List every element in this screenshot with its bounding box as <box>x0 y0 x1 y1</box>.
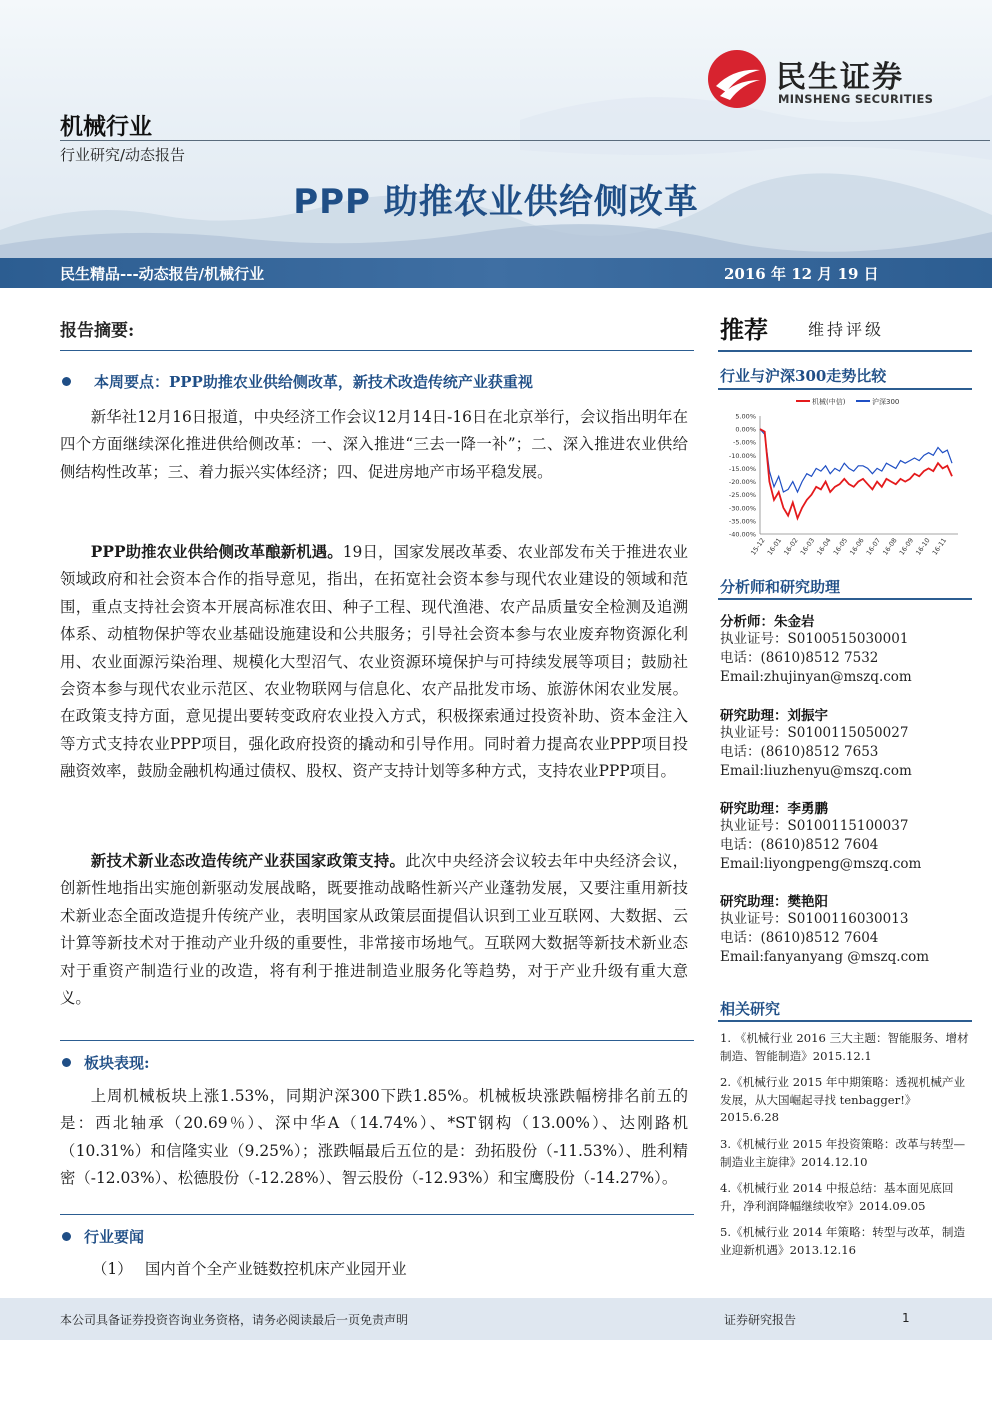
logo-emblem-icon <box>706 48 768 110</box>
x-tick-label: 16-02 <box>782 536 800 557</box>
header-divider <box>60 140 990 141</box>
analyst-4-cert: 执业证号：S0100116030013 <box>720 911 909 927</box>
logo-english-name: MINSHENG SECURITIES <box>778 92 934 106</box>
analyst-3-name: 研究助理：李勇鹏 <box>720 801 828 817</box>
analyst-1-cert: 执业证号：S0100515030001 <box>720 631 909 647</box>
sector-performance-heading: 板块表现: <box>84 1054 150 1072</box>
rating-label: 推荐 <box>720 315 768 344</box>
related-item-1[interactable]: 1. 《机械行业 2016 三大主题：智能服务、增材制造、智能制造》2015.12.1 <box>720 1031 969 1063</box>
x-tick-label: 16-07 <box>864 536 883 557</box>
trend-chart <box>718 392 970 564</box>
footer-report-label: 证券研究报告 <box>724 1313 797 1327</box>
chart-section-divider <box>718 388 972 390</box>
report-info-bar <box>0 258 992 288</box>
summary-heading: 报告摘要: <box>60 321 135 341</box>
rating-action: 维持评级 <box>808 320 885 339</box>
report-title: PPP 助推农业供给侧改革 <box>293 182 699 222</box>
legend-label-machinery: 机械(中信) <box>812 398 846 406</box>
y-tick-label: -40.00% <box>728 530 756 539</box>
paragraph-ppp <box>60 539 688 786</box>
analyst-section-heading: 分析师和研究助理 <box>720 578 841 596</box>
page-number: 1 <box>902 1311 910 1325</box>
related-item-5[interactable]: 5.《机械行业 2014 年策略：转型与改革，制造业迎新机遇》2013.12.16 <box>720 1225 966 1257</box>
paragraph-sector: 上周机械板块上涨1.53%，同期沪深300下跌1.85%。机械板块涨跌幅榜排名前五的是：西北轴承（20.69％）、深中华A（14.74%）、*ST钢构（13.00%）、达刚路机（10.31%）和信隆实业（9.25%）；涨跌幅最后五位的是：劲拓股份（-11.53%）、胜利精密（-12.03%）、松德股份（-12.28%）、智云股份（-12.93%）和宝鹰股份（-14.27%）。 <box>60 1087 688 1188</box>
bullet-dot-icon <box>62 1058 71 1067</box>
news-item-title: 国内首个全产业链数控机床产业园开业 <box>145 1260 407 1278</box>
analyst-2-phone: 电话：(8610)8512 7653 <box>720 744 879 760</box>
analyst-1-email: Email:zhujinyan@mszq.com <box>720 669 912 685</box>
industry-news-heading: 行业要闻 <box>84 1228 145 1246</box>
analyst-2-name: 研究助理：刘振宇 <box>720 708 828 724</box>
related-item-2[interactable]: 2.《机械行业 2015 年中期策略：透视机械产业发展，从大国崛起寻找 tenbagger!》2015.6.28 <box>720 1075 966 1124</box>
chart-legend <box>796 397 899 406</box>
summary-divider <box>60 350 694 351</box>
y-tick-label: -10.00% <box>728 451 756 460</box>
disclaimer-note: 本公司具备证券投资咨询业务资格，请务必阅读最后一页免责声明 <box>60 1313 409 1327</box>
analyst-4-email: Email:fanyanyang @mszq.com <box>720 949 930 965</box>
bullet-dot-icon <box>62 377 71 386</box>
report-type: 行业研究/动态报告 <box>60 146 186 164</box>
x-tick-label: 16-08 <box>881 536 899 557</box>
chart-series <box>760 429 952 518</box>
y-tick-label: 0.00% <box>735 425 756 434</box>
x-tick-label: 16-09 <box>897 536 916 557</box>
analyst-2-cert: 执业证号：S0100115050027 <box>720 725 909 741</box>
x-tick-label: 15-12 <box>749 536 767 557</box>
paragraph-meeting: 新华社12月16日报道，中央经济工作会议12月14日-16日在北京举行，会议指出明年在四个方面继续深化推进供给侧改革：一、深入推进“三去一降一补”；二、深入推进农业供给侧结构性改革；三、着力振兴实体经济；四、促进房地产市场平稳发展。 <box>60 408 688 481</box>
x-tick-label: 16-11 <box>930 536 949 557</box>
y-tick-label: -5.00% <box>733 438 756 447</box>
y-tick-label: -30.00% <box>728 504 756 513</box>
bullet-dot-icon <box>62 1232 71 1241</box>
section-divider <box>60 1040 694 1041</box>
chart-section-heading: 行业与沪深300走势比较 <box>720 367 887 385</box>
x-tick-label: 16-03 <box>798 536 817 557</box>
related-research-divider <box>718 1020 972 1022</box>
new-tech-body: 此次中央经济会议较去年中央经济会议，创新性地指出实施创新驱动发展战略，既要推动战略性新兴产业蓬勃发展，又要注重用新技术新业态全面改造提升传统产业，表明国家从政策层面提倡认识到工业互联网、大数据、云计算等新技术对于推动产业升级的重要性，非常接市场地气。互联网大数据等新技术新业态对于重资产制造行业的改造，将有利于推进制造业服务化等趋势，对于产业升级有重大意义。 <box>60 852 688 1008</box>
ppp-body: 19日，国家发展改革委、农业部发布关于推进农业领域政府和社会资本合作的指导意见，指出，在拓宽社会资本参与现代农业建设的领域和范围，重点支持社会资本开展高标准农田、种子工程、现代渔港、农产品质量安全检测及追溯体系、动植物保护等农业基础设施建设和公共服务；引导社会资本参与农业废弃物资源化利用、农业面源污染治理、规模化大型沼气、农业资源环境保护与可持续发展等项目；鼓励社会资本参与现代农业示范区、农业物联网与信息化、农产品批发市场、旅游休闲农业发展。在政策支持方面，意见提出要转变政府农业投入方式，积极探索通过投资补助、资本金注入等方式支持农业PPP项目，强化政府投资的撬动和引导作用。同时着力提高农业PPP项目投融资效率，鼓励金融机构通过债权、股权、资产支持计划等多种方式，支持农业PPP项目。 <box>60 543 688 781</box>
weekly-highlight-heading: 本周要点：PPP助推农业供给侧改革，新技术改造传统产业获重视 <box>94 373 533 391</box>
analyst-1-name: 分析师：朱金岩 <box>720 614 815 630</box>
legend-label-hs300: 沪深300 <box>872 398 900 406</box>
chart-x-axis <box>749 537 948 557</box>
logo-chinese-name: 民生证券 <box>776 60 904 95</box>
related-item-4[interactable]: 4.《机械行业 2014 中报总结：基本面见底回升，净利润降幅继续收窄》2014.09.05 <box>720 1181 954 1213</box>
analyst-1-phone: 电话：(8610)8512 7532 <box>720 650 879 666</box>
x-tick-label: 16-10 <box>914 536 932 557</box>
analyst-4-phone: 电话：(8610)8512 7604 <box>720 930 879 946</box>
y-tick-label: -25.00% <box>728 491 756 500</box>
x-tick-label: 16-05 <box>831 536 850 557</box>
series-line-machinery <box>760 429 952 518</box>
y-tick-label: -20.00% <box>728 478 756 487</box>
analyst-section-divider <box>718 598 972 600</box>
x-tick-label: 16-06 <box>848 536 866 557</box>
news-item-number: （1） <box>92 1260 133 1278</box>
related-research-heading: 相关研究 <box>720 1000 781 1018</box>
y-tick-label: 5.00% <box>735 412 756 421</box>
analyst-3-email: Email:liyongpeng@mszq.com <box>720 856 922 872</box>
report-date: 2016 年 12 月 19 日 <box>724 265 879 283</box>
y-tick-label: -35.00% <box>728 517 756 526</box>
x-tick-label: 16-04 <box>815 536 833 557</box>
analyst-3-phone: 电话：(8610)8512 7604 <box>720 837 879 853</box>
analyst-4-name: 研究助理：樊艳阳 <box>720 894 828 910</box>
analyst-2-email: Email:liuzhenyu@mszq.com <box>720 763 912 779</box>
report-series: 民生精品---动态报告/机械行业 <box>60 265 265 283</box>
industry-name: 机械行业 <box>60 114 152 140</box>
analyst-3-cert: 执业证号：S0100115100037 <box>720 818 909 834</box>
page-footer <box>0 1298 992 1340</box>
related-item-3[interactable]: 3.《机械行业 2015 年投资策略：改革与转型—制造业主旋律》2014.12.10 <box>720 1137 966 1169</box>
new-tech-lead: 新技术新业态改造传统产业获国家政策支持。 <box>90 852 406 870</box>
x-tick-label: 16-01 <box>765 536 784 557</box>
series-line-hs300 <box>760 429 952 492</box>
rating-divider <box>718 350 972 352</box>
y-tick-label: -15.00% <box>728 464 756 473</box>
paragraph-new-tech <box>60 848 688 1012</box>
section-divider <box>60 1214 694 1215</box>
minsheng-logo <box>706 46 946 116</box>
ppp-lead: PPP助推农业供给侧改革酿新机遇。 <box>90 543 343 561</box>
